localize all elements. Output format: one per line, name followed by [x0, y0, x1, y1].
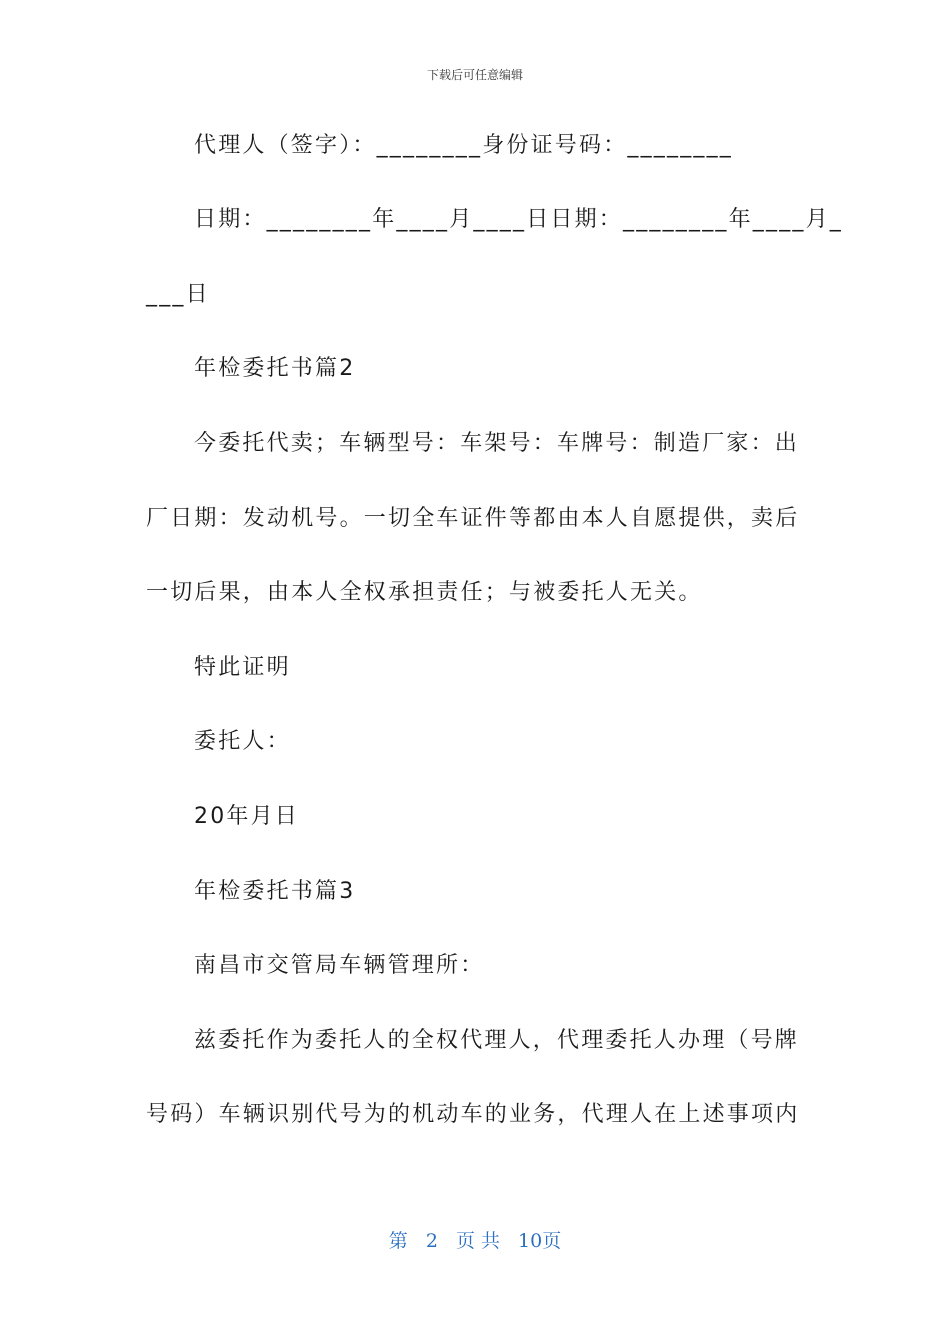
footer-middle: 页 共 — [455, 1230, 500, 1252]
footer-suffix: 页 — [542, 1230, 562, 1252]
page-footer — [0, 1226, 950, 1253]
agent-signature-line: 代理人（签字）：________身份证号码：________ — [194, 133, 734, 158]
certification-line: 特此证明 — [194, 655, 291, 680]
principal-line: 委托人： — [194, 729, 291, 754]
footer-prefix: 第 — [388, 1230, 408, 1252]
footer-page-number: 2 — [425, 1230, 438, 1252]
section-title-3: 年检委托书篇3 — [194, 879, 356, 904]
paragraph-line: 号码）车辆识别代号为的机动车的业务，代理人在上述事项内 — [146, 1102, 800, 1127]
paragraph-line: 今委托代卖；车辆型号：车架号：车牌号：制造厂家：出 — [194, 431, 800, 456]
date-line-continued: ___日 — [146, 282, 210, 307]
paragraph-line: 厂日期：发动机号。一切全车证件等都由本人自愿提供，卖后 — [146, 506, 800, 531]
date-line: 日期：________年____月____日日期：________年____月_ — [194, 207, 844, 232]
addressee-line: 南昌市交管局车辆管理所： — [194, 953, 485, 978]
section-title-2: 年检委托书篇2 — [194, 356, 356, 381]
page-header-note: 下载后可任意编辑 — [426, 68, 523, 82]
paragraph-line: 兹委托作为委托人的全权代理人，代理委托人办理（号牌 — [194, 1028, 800, 1053]
paragraph-line: 一切后果，由本人全权承担责任；与被委托人无关。 — [146, 580, 703, 605]
footer-total-pages: 10 — [518, 1230, 543, 1252]
date-year-line: 20年月日 — [194, 804, 299, 829]
